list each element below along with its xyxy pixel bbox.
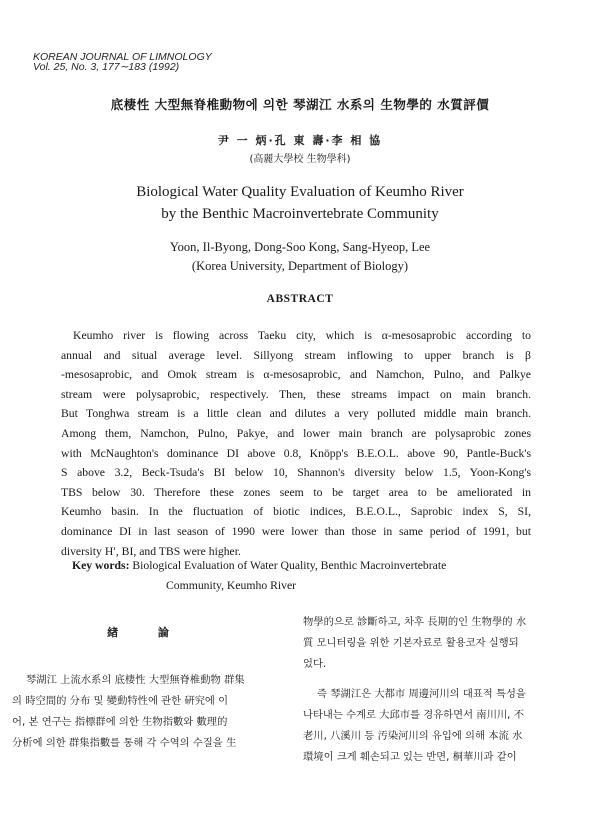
journal-citation — [33, 52, 212, 72]
abstract-line: stream were polysaprobic, respectively. Then, these streams impact on main branch. — [61, 387, 531, 401]
keywords-line-1 — [72, 556, 542, 576]
body-line: 나타내는 수계로 大邱市를 경유하면서 南川川, 不 — [303, 709, 525, 721]
body-line: 의 時空間的 分布 및 變動特性에 관한 硏究에 이 — [12, 695, 229, 707]
left-column — [12, 612, 282, 754]
body-line: 物學的으로 診斷하고, 차후 長期的인 生物學的 水 — [303, 616, 527, 628]
english-title — [0, 181, 600, 225]
keywords-text-2: Community, Keumho River — [166, 579, 297, 592]
abstract-heading: ABSTRACT — [266, 293, 334, 305]
abstract-line: -mesosaprobic, and Omok stream is α-mesosaprobic, and Namchon, Pulno, and Palkye — [61, 368, 531, 382]
body-line: 琴湖江 上流水系의 底棲性 大型無脊椎動物 群集 — [26, 674, 245, 686]
abstract-line: dominance DI in last season of 1990 were lower than those in same period of 1991, but — [61, 524, 531, 538]
english-byline — [0, 238, 600, 276]
introduction-right-para-1 — [303, 612, 588, 675]
korean-authors: 尹 一 炳·孔 東 壽·李 相 協 — [217, 134, 383, 147]
abstract-line: S above 3.2, Beck-Tsuda's BI below 10, Shannon's diversity below 1.5, Yoon-Kong's — [61, 466, 531, 480]
keywords-label: Key words: — [72, 559, 130, 572]
right-column — [303, 612, 588, 768]
english-affiliation: (Korea University, Department of Biology) — [191, 259, 409, 273]
body-line: 分析에 의한 群集指數를 통해 각 수역의 수질을 生 — [12, 737, 237, 749]
journal-volume: Vol. 25, No. 3, 177∼183 (1992) — [33, 61, 180, 73]
body-line: 環境이 크게 훼손되고 있는 반면, 桐華川과 같이 — [303, 751, 517, 763]
introduction-heading: 緖 論 — [107, 626, 187, 639]
english-title-line-2: by the Benthic Macroinvertebrate Community — [161, 206, 439, 222]
body-line: 어, 본 연구는 指標群에 의한 生物指數와 數理的 — [12, 716, 228, 728]
body-line: 質 모니터링을 위한 기본자료로 활용코자 실행되 — [303, 637, 519, 649]
keywords-text-1: Biological Evaluation of Water Quality, Benthic Macroinvertebrate — [132, 559, 447, 572]
korean-title: 底棲性 大型無脊椎動物에 의한 琴湖江 水系의 生物學的 水質評價 — [110, 97, 490, 112]
abstract-line: TBS below 30. Therefore these zones seem to be target area to be ameliorated in — [61, 485, 531, 499]
body-line: 즉 琴湖江은 大都市 周邊河川의 대표적 특성을 — [317, 688, 526, 700]
introduction-right-para-2 — [303, 684, 588, 768]
abstract-line: with McNaughton's dominance DI above 0.8, Knöpp's B.E.O.L. above 90, Pantle-Buck's — [61, 446, 531, 460]
introduction-left-text — [12, 670, 282, 754]
abstract-line: Keumho river is flowing across Taeku city, which is α-mesosaprobic according to — [73, 329, 531, 342]
body-line: 었다. — [303, 658, 327, 670]
abstract-line: Keumho basin. In the fluctuation of biotic indices, B.E.O.L., Saprobic index S, SI, — [61, 505, 531, 519]
body-line: 老川, 八溪川 등 汚染河川의 유입에 의해 本流 水 — [303, 730, 523, 742]
abstract-line: Among them, Namchon, Pulno, Pakye, and lower main branch are polysaprobic zones — [61, 426, 531, 440]
abstract-line: annual and situal average level. Sillyong stream inflowing to upper branch is β — [61, 348, 531, 362]
keywords-block — [72, 556, 542, 596]
korean-affiliation: (高麗大學校 生物學科) — [249, 154, 351, 165]
journal-name: KOREAN JOURNAL OF LIMNOLOGY — [33, 51, 212, 63]
english-title-line-1: Biological Water Quality Evaluation of Keumho River — [136, 184, 464, 200]
abstract-line: But Tonghwa stream is a little clean and dilutes a very polluted middle main branch. — [61, 407, 531, 421]
abstract-line: diversity H′, BI, and TBS were higher. — [61, 544, 241, 558]
english-authors: Yoon, Il-Byong, Dong-Soo Kong, Sang-Hyeop, Lee — [169, 240, 431, 254]
abstract-body — [61, 326, 531, 561]
